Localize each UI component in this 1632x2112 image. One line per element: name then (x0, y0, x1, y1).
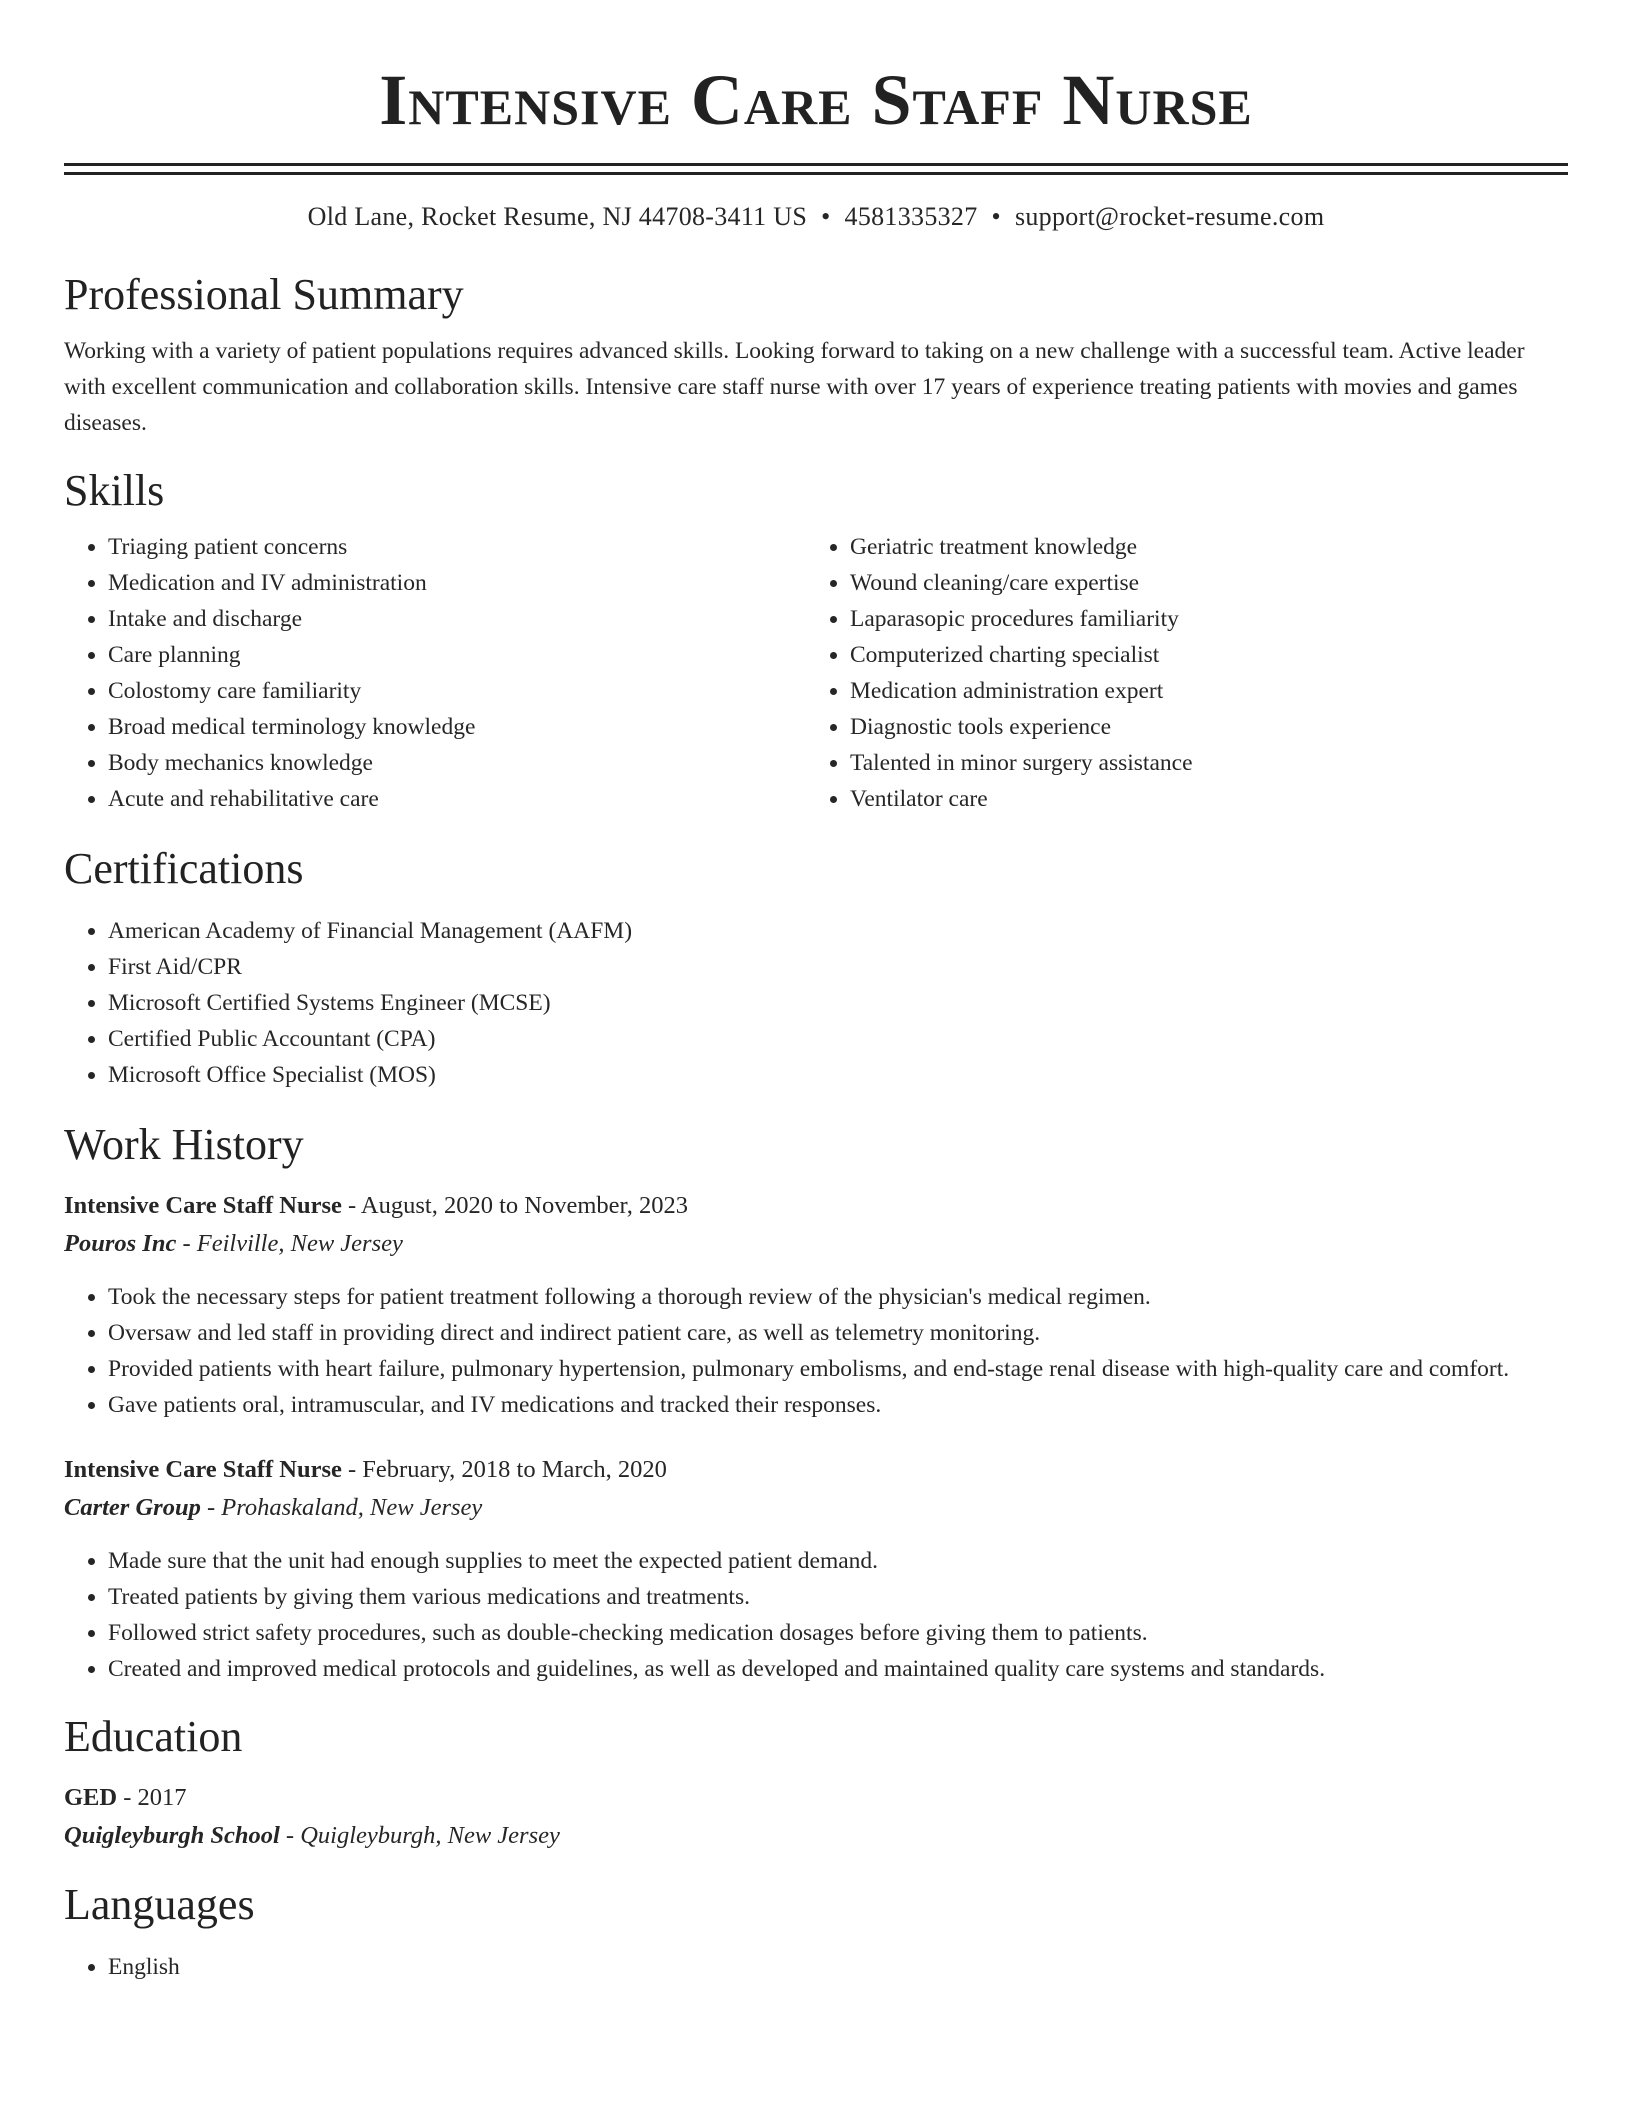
section-title-education: Education (64, 1712, 243, 1761)
skill-item: • Body mechanics knowledge (108, 745, 806, 781)
job-title-line (64, 1451, 1568, 1489)
certifications-list (64, 913, 1568, 1093)
skill-item: • Colostomy care familiarity (108, 673, 806, 709)
job-title-line (64, 1187, 1568, 1225)
certification-item: • Microsoft Certified Systems Engineer (MCSE) (108, 985, 1568, 1021)
education-school-line (64, 1817, 1568, 1855)
skill-item: • Talented in minor surgery assistance (850, 745, 1548, 781)
job-bullet: • Took the necessary steps for patient treatment following a thorough review of the physician's medical regimen. (108, 1279, 1568, 1315)
job-company: Pouros Inc (64, 1230, 177, 1257)
skill-item: • Wound cleaning/care expertise (850, 565, 1548, 601)
job-bullet: • Oversaw and led staff in providing direct and indirect patient care, as well as telemetry monitoring. (108, 1315, 1568, 1351)
summary-text: Working with a variety of patient populations requires advanced skills. Looking forward to taking on a new challenge with a successful team. Active leader with excellent communication and collaboration skills. Intensive care staff nurse with over 17 years of experience treating patients with movies and games diseases. (64, 338, 1525, 436)
job-bullet: • Provided patients with heart failure, pulmonary hypertension, pulmonary embolisms, and end-stage renal disease with high-quality care and comfort. (108, 1351, 1568, 1387)
skill-item: • Medication administration expert (850, 673, 1548, 709)
resume-name: Intensive Care Staff Nurse (379, 60, 1253, 140)
skills-grid (64, 529, 1568, 817)
contact-email: support@rocket-resume.com (1014, 202, 1325, 231)
section-title-skills: Skills (64, 466, 165, 515)
certification-item: • American Academy of Financial Management (AAFM) (108, 913, 1568, 949)
job-location: - Feilville, New Jersey (176, 1230, 403, 1257)
section-title-certifications: Certifications (64, 844, 304, 893)
skill-item: • Laparasopic procedures familiarity (850, 601, 1548, 637)
job-bullet: • Created and improved medical protocols and guidelines, as well as developed and maintained quality care systems and standards. (108, 1651, 1568, 1687)
certification-item: • Certified Public Accountant (CPA) (108, 1021, 1568, 1057)
section-title-languages: Languages (64, 1880, 255, 1929)
job-entry (64, 1451, 1568, 1687)
language-item: • English (108, 1949, 1568, 1985)
languages-list (64, 1949, 1568, 1985)
skill-item: • Medication and IV administration (108, 565, 806, 601)
certification-item: • Microsoft Office Specialist (MOS) (108, 1057, 1568, 1093)
job-dates: - August, 2020 to November, 2023 (341, 1192, 688, 1219)
skill-item: • Intake and discharge (108, 601, 806, 637)
job-company-line (64, 1225, 1568, 1263)
job-entry (64, 1187, 1568, 1423)
skill-item: • Acute and rehabilitative care (108, 781, 806, 817)
skills-list-left (64, 529, 806, 817)
resume-page (64, 0, 1568, 1985)
education-degree: GED (64, 1784, 118, 1811)
education-year: - 2017 (117, 1784, 187, 1811)
job-bullet: • Made sure that the unit had enough supplies to meet the expected patient demand. (108, 1543, 1568, 1579)
header-divider-bottom (64, 172, 1568, 175)
job-bullet: • Treated patients by giving them various medications and treatments. (108, 1579, 1568, 1615)
section-title-summary: Professional Summary (64, 270, 464, 319)
education-location: - Quigleyburgh, New Jersey (279, 1822, 560, 1849)
certification-item: • First Aid/CPR (108, 949, 1568, 985)
skill-item: • Ventilator care (850, 781, 1548, 817)
skill-item: • Broad medical terminology knowledge (108, 709, 806, 745)
job-role: Intensive Care Staff Nurse (64, 1456, 342, 1483)
skill-item: • Computerized charting specialist (850, 637, 1548, 673)
job-bullet: • Followed strict safety procedures, such as double-checking medication dosages before giving them to patients. (108, 1615, 1568, 1651)
skill-item: • Triaging patient concerns (108, 529, 806, 565)
job-role: Intensive Care Staff Nurse (64, 1192, 342, 1219)
contact-separator: • (821, 202, 831, 231)
header-divider-top (64, 163, 1568, 166)
job-company: Carter Group (64, 1494, 201, 1521)
contact-phone: 4581335327 (844, 202, 978, 231)
job-location: - Prohaskaland, New Jersey (200, 1494, 483, 1521)
skill-item: • Diagnostic tools experience (850, 709, 1548, 745)
job-dates: - February, 2018 to March, 2020 (341, 1456, 667, 1483)
education-degree-line (64, 1779, 1568, 1817)
contact-address: Old Lane, Rocket Resume, NJ 44708-3411 US (307, 202, 808, 231)
contact-separator: • (991, 202, 1001, 231)
skill-item: • Care planning (108, 637, 806, 673)
section-title-work-history: Work History (64, 1120, 304, 1169)
skills-list-right (806, 529, 1548, 817)
job-bullets (64, 1543, 1568, 1687)
job-bullet: • Gave patients oral, intramuscular, and IV medications and tracked their responses. (108, 1387, 1568, 1423)
education-school: Quigleyburgh School (64, 1822, 280, 1849)
job-company-line (64, 1489, 1568, 1527)
skill-item: • Geriatric treatment knowledge (850, 529, 1548, 565)
job-bullets (64, 1279, 1568, 1423)
contact-line (64, 201, 1568, 233)
education-entry (64, 1779, 1568, 1855)
